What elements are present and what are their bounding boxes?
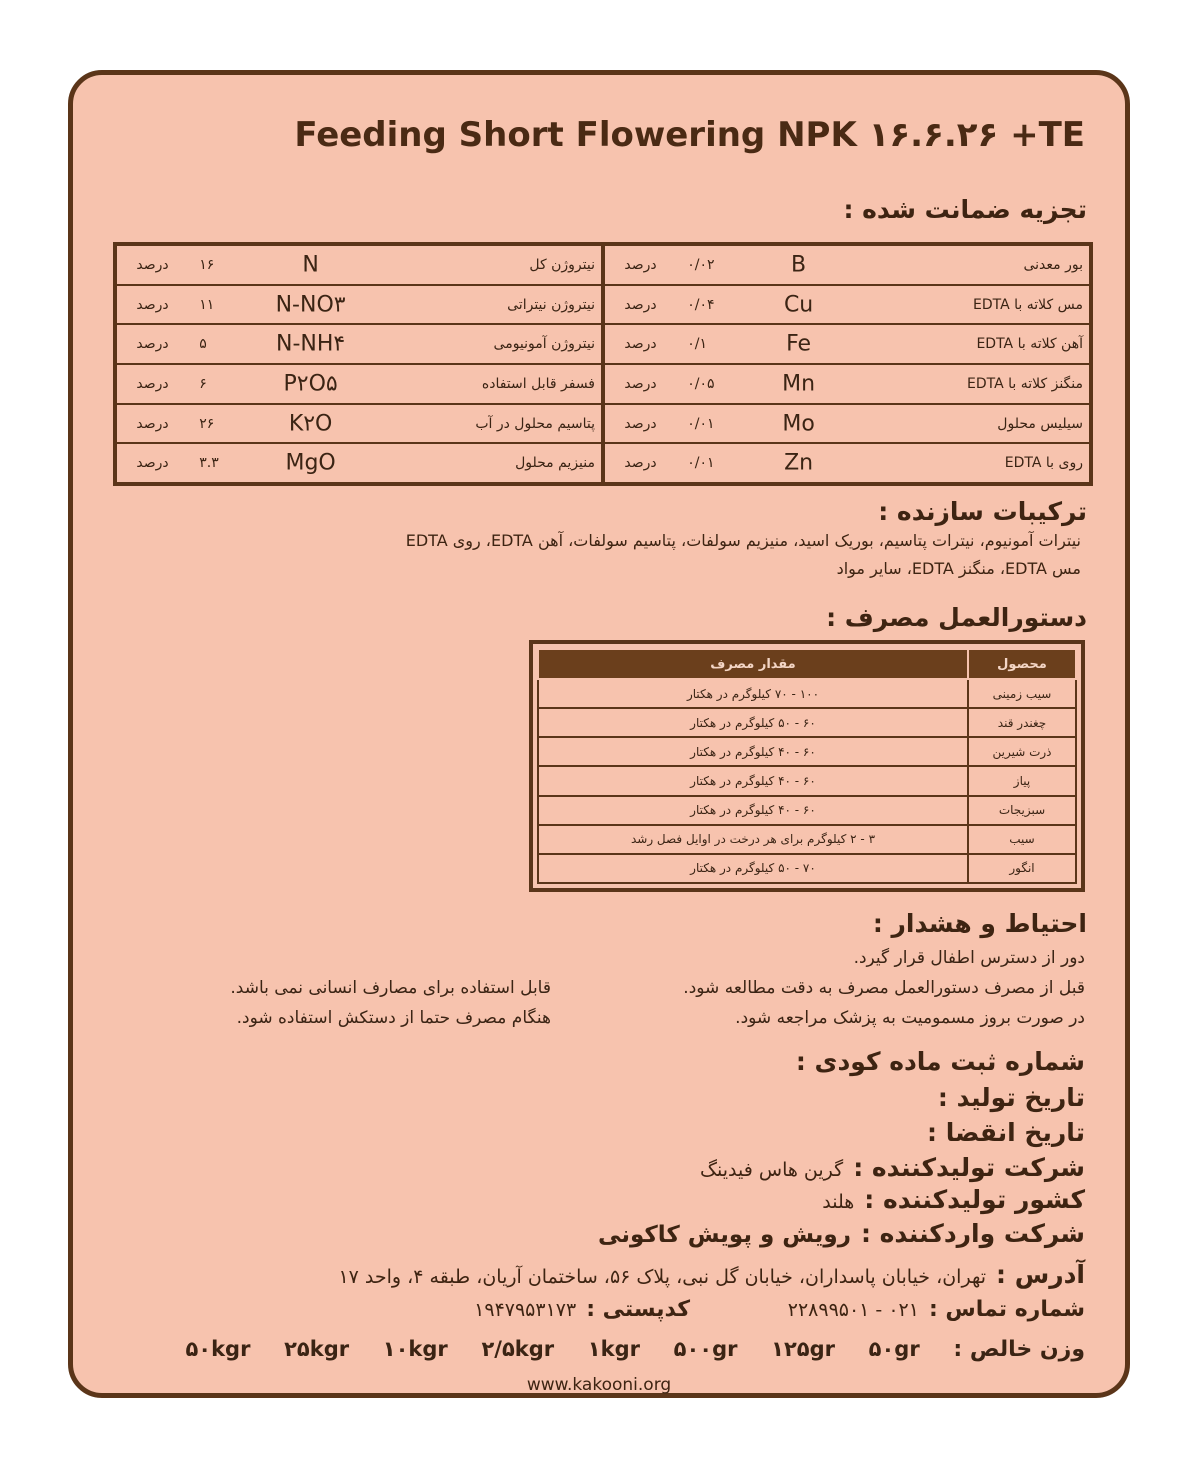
warning-line: هنگام مصرف حتما از دستکش استفاده شود. xyxy=(236,1008,551,1028)
table-row xyxy=(538,796,1076,825)
net-weight-option: ۱۲۵gr xyxy=(771,1337,835,1361)
warning-line: قابل استفاده برای مصارف انسانی نمی باشد. xyxy=(230,978,551,998)
amount-cell: ۶۰ - ۴۰ کیلوگرم در هکتار xyxy=(538,766,968,795)
nutrient-name: نیتروژن نیتراتی xyxy=(507,296,595,313)
net-weight-option: ۵۰gr xyxy=(868,1337,920,1361)
amount-cell: ۱۰۰ - ۷۰ کیلوگرم در هکتار xyxy=(538,679,968,708)
phone-value: ۰۲۱ - ۲۲۸۹۹۵۰۱ xyxy=(787,1299,919,1321)
registration-label: شماره ثبت ماده کودی : xyxy=(795,1047,1085,1076)
table-row xyxy=(538,766,1076,795)
analysis-row xyxy=(605,365,1089,405)
crop-cell: چغندر قند xyxy=(968,708,1076,737)
warning-line: دور از دسترس اطفال قرار گیرد. xyxy=(853,948,1085,968)
analysis-row xyxy=(117,405,601,445)
registration-number xyxy=(796,1047,1085,1076)
nutrient-name: نیتروژن کل xyxy=(529,256,595,273)
nutrient-unit: درصد xyxy=(624,375,657,392)
nutrient-unit: درصد xyxy=(624,415,657,432)
nutrient-name: منیزیم محلول xyxy=(515,455,595,472)
production-date-label: تاریخ تولید : xyxy=(937,1083,1085,1112)
nutrient-unit: درصد xyxy=(136,256,169,273)
nutrient-value: ۰/۰۲ xyxy=(687,256,715,273)
producer-label: شرکت تولیدکننده : xyxy=(853,1153,1085,1182)
nutrient-symbol: N-NH۴ xyxy=(275,331,346,357)
analysis-row xyxy=(605,286,1089,326)
importer-value: رویش و پویش کاکونی xyxy=(598,1222,851,1248)
composition-line-1: نیترات آمونیوم، نیترات پتاسیم، بوریک اسید، منیزیم سولفات، پتاسیم سولفات، آهن EDTA، روی EDTA xyxy=(405,531,1081,550)
analysis-column-micro xyxy=(601,246,1089,482)
postal-value: ۱۹۴۷۹۵۳۱۷۳ xyxy=(474,1299,577,1321)
warning-line: قبل از مصرف دستورالعمل مصرف به دقت مطالعه شود. xyxy=(683,978,1085,998)
analysis-row xyxy=(117,365,601,405)
country-value: هلند xyxy=(822,1191,855,1213)
composition-line-2: مس EDTA، منگنز EDTA، سایر مواد xyxy=(836,559,1081,578)
product-label xyxy=(68,70,1130,1398)
nutrient-value: ۱۱ xyxy=(199,296,215,313)
nutrient-symbol: P۲O۵ xyxy=(283,371,338,397)
net-weight-option: ۱۰kgr xyxy=(382,1337,448,1361)
website-link[interactable]: www.kakooni.org xyxy=(526,1375,672,1395)
crop-cell: ذرت شیرین xyxy=(968,737,1076,766)
analysis-row xyxy=(117,286,601,326)
producer-value: گرین هاس فیدینگ xyxy=(700,1159,844,1181)
nutrient-unit: درصد xyxy=(136,296,169,313)
analysis-column-macro xyxy=(117,246,601,482)
crop-cell: سیب xyxy=(968,825,1076,854)
guaranteed-analysis-table xyxy=(113,242,1093,486)
nutrient-symbol: Mn xyxy=(782,371,816,397)
importer xyxy=(598,1219,1085,1248)
nutrient-symbol: Mo xyxy=(782,411,815,437)
nutrient-unit: درصد xyxy=(136,455,169,472)
table-row xyxy=(538,854,1076,883)
analysis-row xyxy=(605,246,1089,286)
nutrient-symbol: Zn xyxy=(784,450,814,476)
nutrient-name: آهن کلاته با EDTA xyxy=(976,336,1083,353)
net-weight-option: ۱kgr xyxy=(587,1337,640,1361)
nutrient-symbol: N xyxy=(302,252,319,278)
country-label: کشور تولیدکننده : xyxy=(864,1185,1085,1214)
nutrient-symbol: K۲O xyxy=(288,411,333,437)
expiry-date xyxy=(927,1118,1085,1147)
net-weight-option: ۲/۵kgr xyxy=(481,1337,555,1361)
nutrient-value: ۳.۳ xyxy=(199,455,219,472)
analysis-heading: تجزیه ضمانت شده : xyxy=(843,195,1087,224)
nutrient-unit: درصد xyxy=(624,256,657,273)
producer-country xyxy=(822,1185,1085,1214)
net-weight-option: ۵۰۰gr xyxy=(673,1337,738,1361)
nutrient-value: ۰/۱ xyxy=(687,336,708,353)
analysis-row xyxy=(605,444,1089,482)
analysis-row xyxy=(117,325,601,365)
analysis-row xyxy=(605,325,1089,365)
crop-cell: پیاز xyxy=(968,766,1076,795)
nutrient-unit: درصد xyxy=(624,455,657,472)
amount-column-header: مقدار مصرف xyxy=(538,649,968,679)
nutrient-unit: درصد xyxy=(136,415,169,432)
importer-label: شرکت واردکننده : xyxy=(860,1219,1085,1248)
nutrient-symbol: MgO xyxy=(285,450,336,476)
nutrient-name: منگنز کلاته با EDTA xyxy=(966,375,1083,392)
nutrient-name: نیتروژن آمونیومی xyxy=(493,336,595,353)
table-row xyxy=(538,708,1076,737)
analysis-row xyxy=(605,405,1089,445)
producer xyxy=(700,1153,1085,1182)
nutrient-unit: درصد xyxy=(136,375,169,392)
nutrient-value: ۵ xyxy=(199,336,207,353)
crop-cell: سبزیجات xyxy=(968,796,1076,825)
nutrient-symbol: Cu xyxy=(783,292,814,317)
nutrient-unit: درصد xyxy=(624,296,657,313)
net-weight-option: ۵۰kgr xyxy=(185,1337,251,1361)
nutrient-name: فسفر قابل استفاده xyxy=(481,375,595,392)
table-row xyxy=(538,825,1076,854)
amount-cell: ۷۰ - ۵۰ کیلوگرم در هکتار xyxy=(538,854,968,883)
nutrient-symbol: B xyxy=(791,252,807,278)
nutrient-name: روی با EDTA xyxy=(1004,455,1083,472)
net-weight-label: وزن خالص : xyxy=(953,1337,1085,1362)
nutrient-name: مس کلاته با EDTA xyxy=(973,296,1083,313)
usage-table xyxy=(529,640,1085,892)
nutrient-unit: درصد xyxy=(624,336,657,353)
nutrient-value: ۰/۰۵ xyxy=(687,375,715,392)
production-date xyxy=(938,1083,1085,1112)
nutrient-value: ۰/۰۴ xyxy=(687,296,715,313)
amount-cell: ۶۰ - ۵۰ کیلوگرم در هکتار xyxy=(538,708,968,737)
nutrient-value: ۱۶ xyxy=(199,256,215,273)
nutrient-symbol: Fe xyxy=(786,331,812,357)
product-title: Feeding Short Flowering NPK ۱۶.۶.۲۶ +TE xyxy=(294,115,1085,155)
nutrient-value: ۲۶ xyxy=(199,415,215,432)
net-weights xyxy=(185,1337,1085,1362)
address-label: آدرس : xyxy=(996,1260,1085,1289)
nutrient-value: ۰/۰۱ xyxy=(687,415,715,432)
phone-label: شماره تماس : xyxy=(928,1297,1085,1322)
crop-cell: سیب زمینی xyxy=(968,679,1076,708)
analysis-row xyxy=(117,246,601,286)
analysis-row xyxy=(117,444,601,482)
crop-column-header: محصول xyxy=(968,649,1076,679)
postal-label: کدپستی : xyxy=(586,1297,691,1322)
nutrient-symbol: N-NO۳ xyxy=(275,292,346,317)
warning-heading: احتیاط و هشدار : xyxy=(872,909,1087,938)
expiry-date-label: تاریخ انقضا : xyxy=(927,1118,1085,1147)
table-row xyxy=(538,737,1076,766)
nutrient-name: بور معدنی xyxy=(1023,256,1083,273)
amount-cell: ۶۰ - ۴۰ کیلوگرم در هکتار xyxy=(538,796,968,825)
nutrient-name: پتاسیم محلول در آب xyxy=(475,415,595,432)
address-value: تهران، خیابان پاسداران، خیابان گل نبی، پلاک ۵۶، ساختمان آریان، طبقه ۴، واحد ۱۷ xyxy=(338,1266,986,1288)
amount-cell: ۳ - ۲ کیلوگرم برای هر درخت در اوایل فصل رشد xyxy=(538,825,968,854)
contact xyxy=(474,1297,1085,1322)
nutrient-name: سیلیس محلول xyxy=(997,415,1083,432)
usage-heading: دستورالعمل مصرف : xyxy=(826,603,1087,632)
nutrient-value: ۰/۰۱ xyxy=(687,455,715,472)
warning-line: در صورت بروز مسمومیت به پزشک مراجعه شود. xyxy=(735,1008,1085,1028)
warnings-right-column xyxy=(683,943,1085,1033)
address xyxy=(338,1260,1085,1289)
amount-cell: ۶۰ - ۴۰ کیلوگرم در هکتار xyxy=(538,737,968,766)
composition-heading: ترکیبات سازنده : xyxy=(878,497,1087,526)
table-row xyxy=(538,679,1076,708)
net-weight-option: ۲۵kgr xyxy=(284,1337,350,1361)
nutrient-unit: درصد xyxy=(136,336,169,353)
warnings-left-column xyxy=(230,973,551,1033)
crop-cell: انگور xyxy=(968,854,1076,883)
nutrient-value: ۶ xyxy=(199,375,207,392)
